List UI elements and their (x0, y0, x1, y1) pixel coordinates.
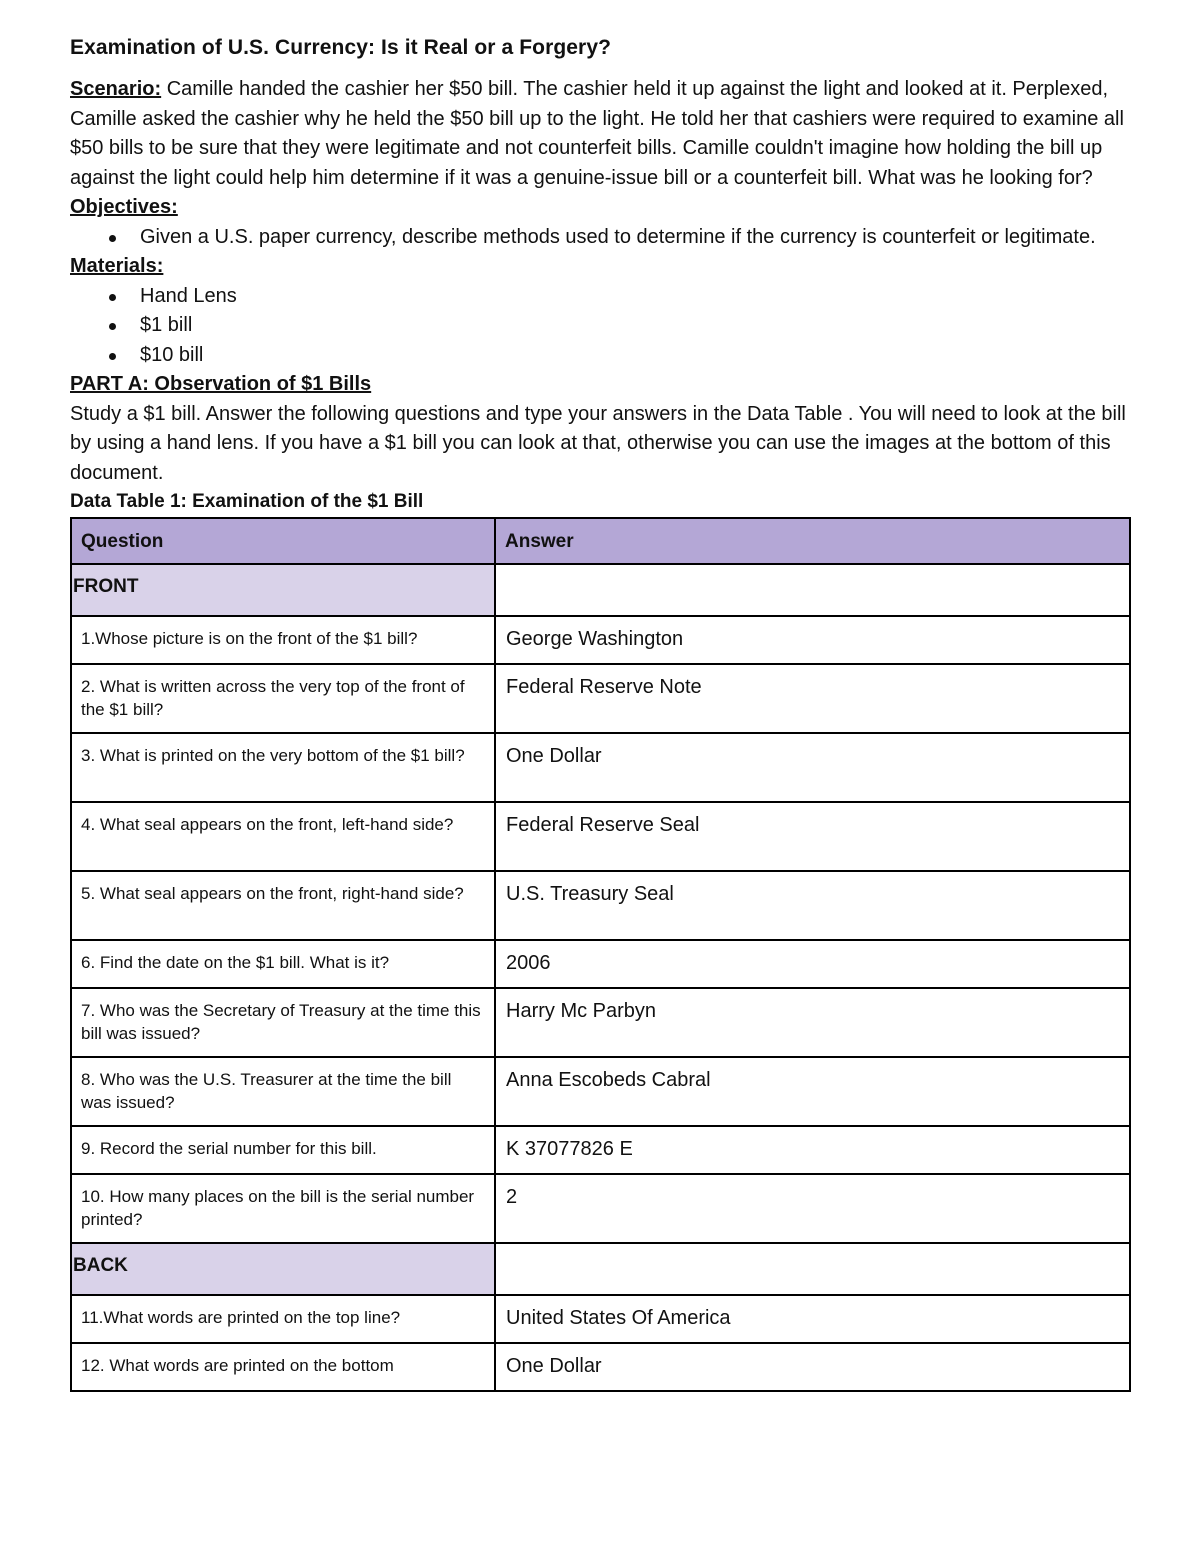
answer-cell[interactable]: George Washington (495, 616, 1130, 664)
question-cell: 4. What seal appears on the front, left-hand side? (71, 802, 495, 871)
question-cell: 8. Who was the U.S. Treasurer at the time the bill was issued? (71, 1057, 495, 1126)
question-cell: 10. How many places on the bill is the serial number printed? (71, 1174, 495, 1243)
scenario-paragraph (70, 75, 1132, 193)
table-row (71, 1057, 1130, 1126)
table-title: Data Table 1: Examination of the $1 Bill (70, 491, 424, 512)
objectives-list (70, 223, 1132, 253)
section-label-back: BACK (71, 1243, 495, 1295)
scenario-label: Scenario: (70, 78, 162, 100)
table-row (71, 871, 1130, 940)
answer-cell[interactable]: U.S. Treasury Seal (495, 871, 1130, 940)
list-item: $10 bill (140, 341, 1132, 371)
question-cell: 5. What seal appears on the front, right-hand side? (71, 871, 495, 940)
table-row (71, 1295, 1130, 1343)
question-cell: 9. Record the serial number for this bill. (71, 1126, 495, 1174)
section-row-front (71, 564, 1130, 616)
section-blank-cell (495, 1243, 1130, 1295)
answer-cell[interactable]: United States Of America (495, 1295, 1130, 1343)
table-row (71, 664, 1130, 733)
table-row (71, 733, 1130, 802)
table-row (71, 802, 1130, 871)
document-page (70, 36, 1132, 1392)
list-item: Hand Lens (140, 282, 1132, 312)
question-cell: 6. Find the date on the $1 bill. What is it? (71, 940, 495, 988)
table-row (71, 988, 1130, 1057)
question-cell: 1.Whose picture is on the front of the $1 bill? (71, 616, 495, 664)
section-row-back (71, 1243, 1130, 1295)
objectives-heading (70, 193, 1132, 223)
answer-cell[interactable]: 2 (495, 1174, 1130, 1243)
section-blank-cell (495, 564, 1130, 616)
table-row (71, 1343, 1130, 1391)
scenario-text: Camille handed the cashier her $50 bill. The cashier held it up against the light and looked at it. Perplexed, Camille asked the cashier why he held the $50 bill up to the light. He told her that cashiers were required to examine all $50 bills to be sure that they were legitimate and not counterfeit bills. Camille couldn't imagine how holding the bill up against the light could help him determine if it was a genuine-issue bill or a counterfeit bill. What was he looking for? (70, 78, 1124, 189)
materials-heading (70, 252, 1132, 282)
part-a-heading (70, 370, 1132, 400)
part-a-label: PART A: Observation of $1 Bills (70, 373, 372, 395)
answer-cell[interactable]: 2006 (495, 940, 1130, 988)
question-cell: 2. What is written across the very top of the front of the $1 bill? (71, 664, 495, 733)
answer-header: Answer (495, 518, 1130, 564)
table-row (71, 616, 1130, 664)
question-cell: 11.What words are printed on the top line? (71, 1295, 495, 1343)
list-item: $1 bill (140, 311, 1132, 341)
section-label-front: FRONT (71, 564, 495, 616)
answer-cell[interactable]: Federal Reserve Seal (495, 802, 1130, 871)
answer-cell[interactable]: One Dollar (495, 1343, 1130, 1391)
answer-cell[interactable]: Anna Escobeds Cabral (495, 1057, 1130, 1126)
answer-cell[interactable]: Harry Mc Parbyn (495, 988, 1130, 1057)
table-row (71, 1126, 1130, 1174)
table-row (71, 940, 1130, 988)
table-row (71, 1174, 1130, 1243)
question-cell: 3. What is printed on the very bottom of the $1 bill? (71, 733, 495, 802)
materials-list (70, 282, 1132, 371)
answer-cell[interactable]: One Dollar (495, 733, 1130, 802)
data-table (70, 517, 1131, 1392)
table-header-row (71, 518, 1130, 564)
document-title: Examination of U.S. Currency: Is it Real or a Forgery? (70, 36, 612, 59)
question-cell: 7. Who was the Secretary of Treasury at the time this bill was issued? (71, 988, 495, 1057)
answer-cell[interactable]: K 37077826 E (495, 1126, 1130, 1174)
part-a-instructions: Study a $1 bill. Answer the following questions and type your answers in the Data Table . You will need to look at the bill by using a hand lens. If you have a $1 bill you can look at that, otherwise you can use the images at the bottom of this document. (70, 402, 1126, 484)
answer-cell[interactable]: Federal Reserve Note (495, 664, 1130, 733)
materials-label: Materials: (70, 255, 164, 277)
objectives-label: Objectives: (70, 196, 178, 218)
list-item: Given a U.S. paper currency, describe methods used to determine if the currency is counterfeit or legitimate. (140, 223, 1132, 253)
question-header: Question (71, 518, 495, 564)
question-cell: 12. What words are printed on the bottom (71, 1343, 495, 1391)
